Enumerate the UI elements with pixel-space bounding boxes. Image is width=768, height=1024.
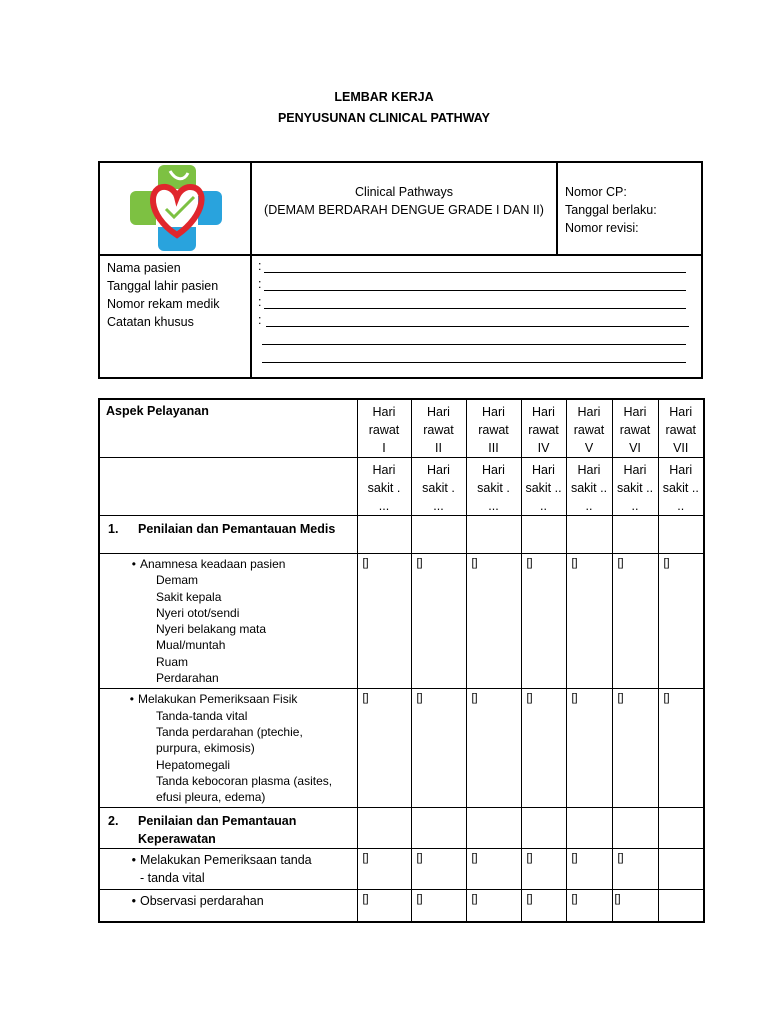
anamnesa-sub-item: Nyeri otot/sendi: [156, 605, 240, 620]
section-1-title: 1. Penilaian dan Pemantauan Medis: [99, 516, 357, 554]
nama-pasien-field[interactable]: [264, 272, 686, 273]
nomor-rekam-medik-colon: :: [258, 295, 262, 309]
header-table: [98, 161, 703, 379]
bullet-icon: •: [131, 557, 136, 571]
bullet-icon: •: [131, 853, 136, 868]
nomor-rekam-medik-field[interactable]: [264, 308, 686, 309]
fisik-sub-item: Tanda perdarahan (ptechie,: [156, 724, 303, 739]
aspek-pelayanan-header: Aspek Pelayanan: [99, 399, 357, 458]
day-header-6: Hari rawat VI: [612, 399, 658, 458]
ttv-check-day-3[interactable]: []: [466, 849, 521, 890]
anamnesa-sub-item: Ruam: [156, 654, 189, 669]
document-title: LEMBAR KERJA: [334, 90, 434, 104]
perdarahan-check-day-3[interactable]: []: [466, 890, 521, 922]
ttv-check-day-5[interactable]: []: [566, 849, 612, 890]
section-2-title: 2. Penilaian dan Pemantauan Keperawatan: [99, 808, 357, 849]
ttv-check-day-1[interactable]: []: [357, 849, 411, 890]
cp-meta-block: [565, 183, 657, 237]
fisik-sub-item: Hepatomegali: [156, 757, 231, 772]
nomor-cp-label: Nomor CP:: [565, 185, 627, 199]
pemeriksaan-fisik-title: Melakukan Pemeriksaan Fisik: [138, 692, 298, 707]
header-divider-right: [556, 163, 558, 255]
tanda-vital-title-line2: - tanda vital: [140, 871, 205, 886]
catatan-khusus-label: Catatan khusus: [107, 315, 194, 329]
anamnesa-check-day-3[interactable]: []: [466, 554, 521, 689]
perdarahan-check-day-1[interactable]: []: [357, 890, 411, 922]
table-header-row: [99, 399, 704, 458]
fisik-check-day-3[interactable]: []: [466, 689, 521, 808]
ttv-check-day-4[interactable]: []: [521, 849, 566, 890]
anamnesa-sub-item: Mual/muntah: [156, 638, 226, 653]
nomor-rekam-medik-label: Nomor rekam medik: [107, 297, 220, 311]
fisik-sub-item: efusi pleura, edema): [156, 790, 266, 805]
day-header-3: Hari rawat III: [466, 399, 521, 458]
fisik-check-day-7[interactable]: []: [658, 689, 704, 808]
day-header-5: Hari rawat V: [566, 399, 612, 458]
perdarahan-check-day-6[interactable]: []: [612, 890, 658, 922]
bullet-icon: •: [131, 894, 136, 909]
patient-labels: [107, 259, 220, 331]
bullet-icon: •: [129, 692, 134, 707]
anamnesa-check-day-2[interactable]: []: [411, 554, 466, 689]
perdarahan-check-day-2[interactable]: []: [411, 890, 466, 922]
day-header-7: Hari rawat VII: [658, 399, 704, 458]
fisik-check-day-6[interactable]: []: [612, 689, 658, 808]
catatan-khusus-colon: :: [258, 313, 262, 327]
anamnesa-sub-item: Perdarahan: [156, 671, 219, 686]
ttv-check-day-6[interactable]: []: [612, 849, 658, 890]
tanda-vital-row: [99, 849, 704, 890]
anamnesa-row: [99, 554, 704, 689]
fisik-check-day-2[interactable]: []: [411, 689, 466, 808]
anamnesa-cell: [99, 554, 357, 689]
clinical-pathway-title: [252, 183, 556, 219]
observasi-perdarahan-title: Observasi perdarahan: [140, 894, 264, 909]
day-header-4: Hari rawat IV: [521, 399, 566, 458]
anamnesa-check-day-7[interactable]: []: [658, 554, 704, 689]
anamnesa-sub-item: Sakit kepala: [156, 589, 222, 604]
catatan-khusus-field-line2[interactable]: [262, 344, 686, 345]
sick-day-empty-cell: [99, 458, 357, 516]
sick-day-3: Hari sakit . ...: [466, 458, 521, 516]
pemeriksaan-fisik-row: [99, 689, 704, 808]
fisik-sub-item: Tanda-tanda vital: [156, 708, 248, 723]
fisik-check-day-4[interactable]: []: [521, 689, 566, 808]
nomor-revisi-label: Nomor revisi:: [565, 221, 639, 235]
section-2-row: [99, 808, 704, 849]
sick-day-6: Hari sakit .. ..: [612, 458, 658, 516]
catatan-khusus-field-line3[interactable]: [262, 362, 686, 363]
pathway-table: [98, 398, 705, 923]
sick-day-4: Hari sakit .. ..: [521, 458, 566, 516]
cp-title-line1: Clinical Pathways: [355, 185, 453, 199]
anamnesa-check-day-5[interactable]: []: [566, 554, 612, 689]
anamnesa-sub-item: Demam: [156, 573, 199, 588]
catatan-khusus-field[interactable]: [266, 326, 689, 327]
anamnesa-sub-item: Nyeri belakang mata: [156, 622, 267, 637]
day-header-2: Hari rawat II: [411, 399, 466, 458]
observasi-perdarahan-cell: [99, 890, 357, 922]
fisik-check-day-5[interactable]: []: [566, 689, 612, 808]
sick-day-5: Hari sakit .. ..: [566, 458, 612, 516]
anamnesa-check-day-4[interactable]: []: [521, 554, 566, 689]
sick-day-row: [99, 458, 704, 516]
perdarahan-check-day-5[interactable]: []: [566, 890, 612, 922]
ttv-check-day-2[interactable]: []: [411, 849, 466, 890]
anamnesa-check-day-6[interactable]: []: [612, 554, 658, 689]
fisik-sub-item: Tanda kebocoran plasma (asites,: [156, 773, 333, 788]
document-subtitle: PENYUSUNAN CLINICAL PATHWAY: [277, 111, 491, 125]
sick-day-2: Hari sakit . ...: [411, 458, 466, 516]
ttv-check-day-7[interactable]: [658, 849, 704, 890]
perdarahan-check-day-7[interactable]: [658, 890, 704, 922]
fisik-check-day-1[interactable]: []: [357, 689, 411, 808]
section-1-row: [99, 516, 704, 554]
perdarahan-check-day-4[interactable]: []: [521, 890, 566, 922]
nama-pasien-colon: :: [258, 259, 262, 273]
anamnesa-check-day-1[interactable]: []: [357, 554, 411, 689]
tanggal-berlaku-label: Tanggal berlaku:: [565, 203, 657, 217]
observasi-perdarahan-row: [99, 890, 704, 922]
sick-day-7: Hari sakit .. ..: [658, 458, 704, 516]
tanggal-lahir-field[interactable]: [264, 290, 686, 291]
nama-pasien-label: Nama pasien: [107, 261, 181, 275]
pemeriksaan-fisik-cell: [99, 689, 357, 808]
sick-day-1: Hari sakit . ...: [357, 458, 411, 516]
day-header-1: Hari rawat I: [357, 399, 411, 458]
cp-title-line2: (DEMAM BERDARAH DENGUE GRADE I DAN II): [264, 203, 544, 217]
fisik-sub-item: purpura, ekimosis): [156, 741, 255, 756]
tanggal-lahir-colon: :: [258, 277, 262, 291]
tanggal-lahir-label: Tanggal lahir pasien: [107, 279, 219, 293]
tanda-vital-cell: [99, 849, 357, 890]
anamnesa-title: Anamnesa keadaan pasien: [140, 557, 286, 571]
hospital-logo-icon: [126, 163, 226, 255]
tanda-vital-title: Melakukan Pemeriksaan tanda: [140, 853, 312, 868]
